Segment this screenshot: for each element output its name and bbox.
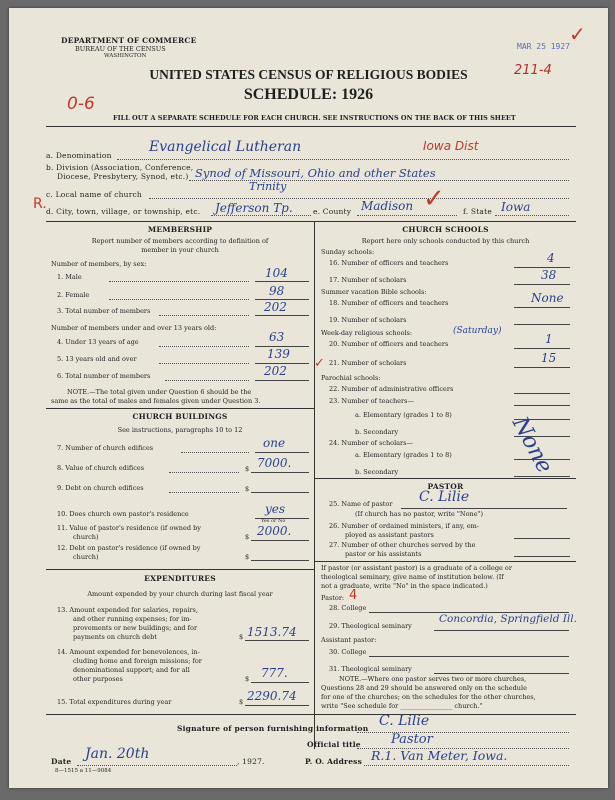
signature-label: Signature of person furnishing information xyxy=(177,724,369,733)
district-value: Iowa Dist xyxy=(423,139,479,153)
signature-value: C. Lilie xyxy=(379,713,430,729)
pastor-note-4: write "See schedule for ________________ church." xyxy=(321,702,483,710)
q14-line3: denominational support; and for all xyxy=(73,666,190,674)
q11-value: 2000. xyxy=(257,524,292,538)
q5-label: 5. 13 years old and over xyxy=(57,355,137,363)
vacation-label: Summer vacation Bible schools: xyxy=(321,288,427,296)
q25-label: 25. Name of pastor xyxy=(329,500,393,508)
county-check: ✓ xyxy=(423,184,445,214)
date-value: Jan. 20th xyxy=(85,746,150,762)
pastor-mark: 4 xyxy=(349,588,358,603)
q14-line1: 14. Amount expended for benevolences, in- xyxy=(57,648,200,656)
q11-dollar: $ xyxy=(245,533,250,541)
q19-label: 19. Number of scholars xyxy=(329,316,407,324)
form-title: UNITED STATES CENSUS OF RELIGIOUS BODIES xyxy=(149,67,468,82)
r-mark: R. xyxy=(33,196,47,212)
membership-note2: same as the total of males and females given under Question 3. xyxy=(51,397,261,405)
q13-line1: 13. Amount expended for salaries, repairs, xyxy=(57,606,198,614)
q8-dollar: $ xyxy=(245,465,250,473)
pastor-title: PASTOR xyxy=(427,482,464,491)
q25-note: (If church has no pastor, write "None") xyxy=(355,510,484,518)
q8-label: 8. Value of church edifices xyxy=(57,464,145,472)
margin-mark: 0-6 xyxy=(67,94,95,114)
schools-sub: Report here only schools conducted by this church xyxy=(361,237,530,245)
state-value: Iowa xyxy=(501,200,531,214)
q12-label: 12. Debt on pastor's residence (if owned by xyxy=(57,544,201,552)
weekday-label: Week-day religious schools: xyxy=(321,329,413,337)
q14-dollar: $ xyxy=(245,675,250,683)
q31-label: 31. Theological seminary xyxy=(329,665,412,673)
schedule-title: SCHEDULE: 1926 xyxy=(243,86,374,103)
q13-value: 1513.74 xyxy=(247,625,297,639)
grad-note-3: not a graduate, write "No" in the space indicated.) xyxy=(321,582,488,590)
q10-label: 10. Does church own pastor's residence xyxy=(57,510,189,518)
sunday-label: Sunday schools: xyxy=(321,248,375,256)
city-label-field: d. City, town, village, or township, etc. xyxy=(46,207,201,216)
parochial-label: Parochial schools: xyxy=(321,374,381,382)
q27-line2: pastor or his assistants xyxy=(345,550,422,558)
q14-value: 777. xyxy=(261,666,288,680)
corner-mark: 211-4 xyxy=(514,63,552,78)
q10-value: yes xyxy=(265,502,286,516)
q4-label: 4. Under 13 years of age xyxy=(57,338,139,346)
schools-title: CHURCH SCHOOLS xyxy=(402,225,489,234)
q18-label: 18. Number of officers and teachers xyxy=(329,299,449,307)
by-sex-label: Number of members, by sex: xyxy=(51,260,147,268)
q20-label: 20. Number of officers and teachers xyxy=(329,340,449,348)
membership-sub2: member in your church xyxy=(141,246,219,254)
q17-value: 38 xyxy=(541,268,557,282)
address-label: P. O. Address xyxy=(305,757,363,766)
q13-line4: payments on church debt xyxy=(73,633,157,641)
q20-value: 1 xyxy=(545,332,553,346)
assistant-pastor-label: Assistant pastor: xyxy=(321,636,377,644)
official-title-label: Official title xyxy=(307,740,361,749)
church-name-value: Trinity xyxy=(249,180,287,193)
year-label: , 1927. xyxy=(237,757,265,766)
q9-label: 9. Debt on church edifices xyxy=(57,484,144,492)
q3-label: 3. Total number of members xyxy=(57,307,151,315)
division-value: Synod of Missouri, Ohio and other States xyxy=(195,166,436,180)
q21-label: 21. Number of scholars xyxy=(329,359,407,367)
buildings-title: CHURCH BUILDINGS xyxy=(132,412,228,421)
q6-value: 202 xyxy=(264,364,287,378)
q16-value: 4 xyxy=(547,251,555,265)
q27-line1: 27. Number of other churches served by the xyxy=(329,541,476,549)
q26-line1: 26. Number of ordained ministers, if any, em- xyxy=(329,522,480,530)
pastor-note-3: for one of the churches; on the schedules for the other churches, xyxy=(321,693,536,701)
q24b-label: b. Secondary xyxy=(355,468,399,476)
q15-value: 2290.74 xyxy=(247,689,297,703)
q30-label: 30. College xyxy=(329,648,367,656)
q11-label: 11. Value of pastor's residence (if owned by xyxy=(57,524,201,532)
q6-label: 6. Total number of members xyxy=(57,372,151,380)
q13-line3: provements or new buildings; and for xyxy=(73,624,198,632)
q26-line2: ployed as assistant pastors xyxy=(345,531,434,539)
census-schedule-page xyxy=(9,8,608,788)
q23a-label: a. Elementary (grades 1 to 8) xyxy=(355,411,452,419)
q14-line2: cluding home and foreign missions; for xyxy=(73,657,202,665)
q15-dollar: $ xyxy=(239,698,244,706)
county-value: Madison xyxy=(361,199,414,213)
city-value: Jefferson Tp. xyxy=(215,201,293,215)
by-age-label: Number of members under and over 13 years old: xyxy=(51,324,217,332)
q9-dollar: $ xyxy=(245,485,250,493)
yes-no-hint: Yes or No xyxy=(261,518,286,524)
q7-label: 7. Number of church edifices xyxy=(57,444,154,452)
membership-title: MEMBERSHIP xyxy=(147,225,213,234)
expenditures-sub: Amount expended by your church during last fiscal year xyxy=(87,590,273,598)
q24a-label: a. Elementary (grades 1 to 8) xyxy=(355,451,452,459)
q17-label: 17. Number of scholars xyxy=(329,276,407,284)
q22-label: 22. Number of administrative officers xyxy=(329,385,454,393)
q25-value: C. Lilie xyxy=(419,489,470,505)
q12-label-2: church) xyxy=(73,553,99,561)
instruction-line: FILL OUT A SEPARATE SCHEDULE FOR EACH CHURCH. SEE INSTRUCTIONS ON THE BACK OF THIS SHEET xyxy=(113,114,516,122)
pastor-note-1: NOTE.—Where one pastor serves two or more churches, xyxy=(339,675,527,683)
division-label: b. Division (Association, Conference, xyxy=(46,163,194,172)
q4-value: 63 xyxy=(269,330,285,344)
q2-label: 2. Female xyxy=(57,291,90,299)
form-number: 8—1515 a 11—9084 xyxy=(55,768,112,774)
q29-value: Concordia, Springfield Ill. xyxy=(439,613,577,625)
church-name-label: c. Local name of church xyxy=(46,190,142,199)
grad-note-1: If pastor (or assistant pastor) is a graduate of a college or xyxy=(321,564,512,572)
date-label: Date xyxy=(51,757,72,766)
q2-value: 98 xyxy=(269,284,285,298)
denomination-label: a. Denomination xyxy=(46,151,112,160)
q8-value: 7000. xyxy=(257,456,292,470)
denomination-value: Evangelical Lutheran xyxy=(149,139,302,155)
q6-check: ✓ xyxy=(314,356,325,371)
expenditures-title: EXPENDITURES xyxy=(144,574,216,583)
q1-label: 1. Male xyxy=(57,273,82,281)
weekday-note: (Saturday) xyxy=(453,326,502,336)
pastor-note-2: Questions 28 and 29 should be answered only on the schedule xyxy=(321,684,527,692)
q24-label: 24. Number of scholars— xyxy=(329,439,413,447)
dept-label: DEPARTMENT OF COMMERCE xyxy=(61,36,197,45)
q29-label: 29. Theological seminary xyxy=(329,622,412,630)
q11-label-2: church) xyxy=(73,533,99,541)
official-title-value: Pastor xyxy=(391,732,433,747)
city-label: WASHINGTON xyxy=(104,53,147,59)
county-label: e. County xyxy=(313,207,352,216)
pastor-sub-label: Pastor: xyxy=(321,594,345,602)
membership-note1: NOTE.—The total given under Question 6 should be the xyxy=(67,388,252,396)
q23-label: 23. Number of teachers— xyxy=(329,397,414,405)
q23b-label: b. Secondary xyxy=(355,428,399,436)
q13-line2: and other running expenses; for im- xyxy=(73,615,192,623)
q15-label: 15. Total expenditures during year xyxy=(57,698,172,706)
none-diagonal: None xyxy=(506,413,558,478)
division-label-2: Diocese, Presbytery, Synod, etc.) xyxy=(57,172,189,181)
bureau-label: BUREAU OF THE CENSUS xyxy=(75,45,166,53)
check-mark: ✓ xyxy=(569,22,586,46)
q1-value: 104 xyxy=(265,266,288,280)
q12-dollar: $ xyxy=(245,553,250,561)
q18-value: None xyxy=(531,291,564,305)
q3-value: 202 xyxy=(264,300,287,314)
q16-label: 16. Number of officers and teachers xyxy=(329,259,449,267)
q21-value: 15 xyxy=(541,351,557,365)
state-label: f. State xyxy=(463,207,492,216)
membership-sub1: Report number of members according to definition of xyxy=(91,237,269,245)
received-stamp: MAR 25 1927 xyxy=(517,42,570,51)
q28-label: 28. College xyxy=(329,604,367,612)
q7-value: one xyxy=(263,436,286,450)
q13-dollar: $ xyxy=(239,633,244,641)
q5-value: 139 xyxy=(267,347,290,361)
buildings-sub: See instructions, paragraphs 10 to 12 xyxy=(117,426,243,434)
q14-line4: other purposes xyxy=(73,675,123,683)
grad-note-2: theological seminary, give name of institution below. (If xyxy=(321,573,504,581)
address-value: R.1. Van Meter, Iowa. xyxy=(371,748,508,763)
